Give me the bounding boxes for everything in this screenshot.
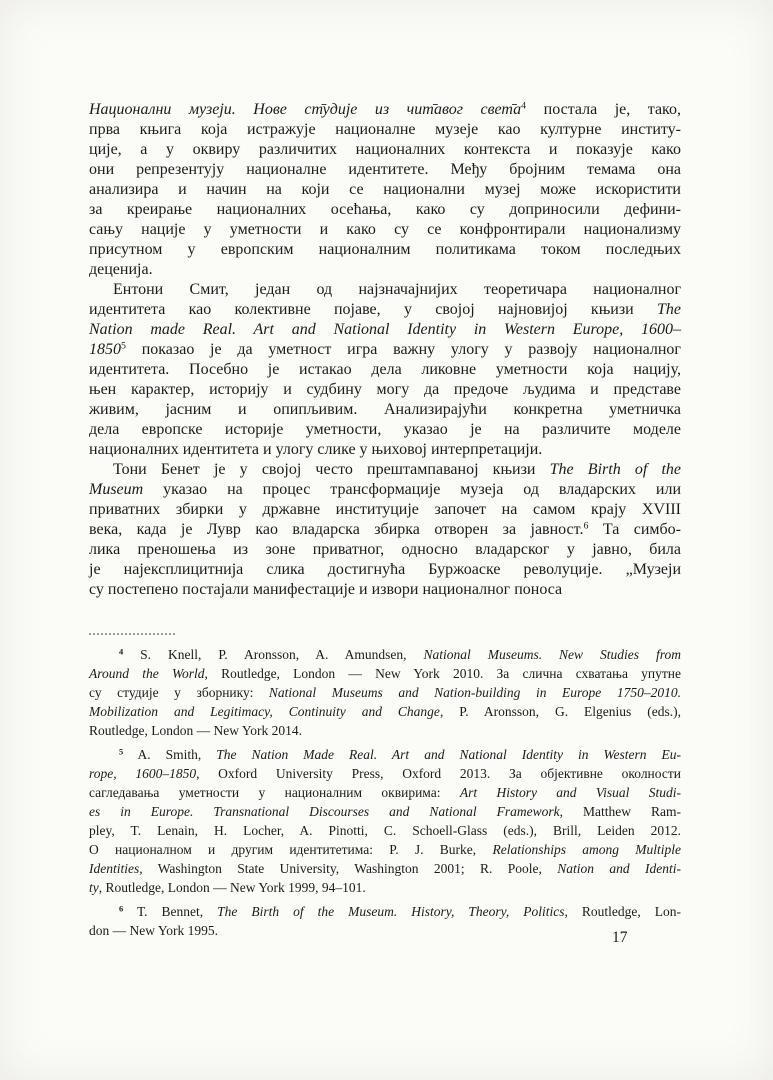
- page-number: 17: [612, 929, 628, 946]
- footnote-separator: [89, 633, 175, 635]
- text-line: идентитета. Посебно је истакао дела ликовне уметности која нацију,: [89, 361, 681, 378]
- footnote: [89, 902, 681, 940]
- footnotes: [89, 645, 681, 945]
- text-line: њен карактер, историју и судбину могу да предоче људима и представе: [89, 381, 681, 398]
- text-line: анализира и начин на који се национални музеј може искористити: [89, 181, 681, 198]
- text-line: don — New York 1995.: [89, 923, 219, 938]
- text-line: приватних збирки у државне институције започет на самом крају XVIII: [89, 501, 681, 518]
- text-line: Mobilization and Legitimacy, Continuity and Change, P. Aronsson, G. Elgenius (eds.),: [89, 704, 681, 719]
- text-line: присутном у европским националним политикама током последњих: [89, 241, 681, 258]
- text-line: Routledge, London — New York 2014.: [89, 723, 302, 738]
- text-line: ty, Routledge, London — New York 1999, 94–101.: [89, 880, 366, 895]
- text-line: века, када је Лувр као владарска збирка отворен за јавност.$^6$ Та симбо-: [89, 520, 681, 538]
- text-line: pley, T. Lenain, H. Locher, A. Pinotti, C. Schoell-Glass (eds.), Brill, Leiden 2012.: [89, 823, 681, 838]
- paragraph: [89, 280, 681, 460]
- text-line: ције, а у оквиру различитих националних контекста и показује како: [89, 141, 681, 158]
- text-line: Ентони Смит, један од најзначајнијих теоретичара националног: [113, 281, 681, 298]
- text-line: лика преношења из зоне приватног, односно владарског у јавно, била: [89, 541, 681, 558]
- text-line: сагледавања уметности у националним оквирима: Art History and Visual Studi-: [89, 785, 682, 800]
- text-line: 1850$^5$ показао је да уметност игра важну улогу у развоју националног: [89, 340, 681, 358]
- text-line: за креирање националних осећања, како су доприносили дефини-: [89, 201, 681, 218]
- text-line: идентитета као колективне појаве, у својој најновијој књизи The: [89, 301, 681, 318]
- text-line: Тони Бенет је у својој често прештампаваној књизи The Birth of the: [113, 461, 682, 478]
- text-line: живим, јасним и опипљивим. Анализирајући конкретна уметничка: [89, 401, 681, 418]
- text-line: Around the World, Routledge, London — New York 2010. За слична схватања упутне: [89, 666, 681, 681]
- text-line: es in Europe. Transnational Discourses and National Framework, Matthew Ram-: [89, 804, 681, 819]
- text-line: Национални музеји. Нове ст̄удије из чит̄авог $свет̄а^4$ постала је, тако,: [89, 100, 682, 118]
- text-line: су студије у зборнику: National Museums and Nation-building in Europe 1750–2010.: [89, 685, 682, 700]
- text-line: О националном и другим идентитетима: P. J. Burke, Relationships among Multiple: [89, 842, 681, 857]
- paragraph: [89, 100, 681, 280]
- text-line: rope, 1600–1850, Oxford University Press, Oxford 2013. За објективне околности: [89, 766, 681, 781]
- text-line: је најексплицитнија слика достигнућа Буржоаске револуције. „Музеји: [89, 561, 681, 578]
- text-line: националних идентитета и улогу слике у њиховој интерпретацији.: [89, 441, 543, 458]
- text-line: Nation made Real. Art and National Identity in Western Europe, 1600–: [89, 321, 681, 338]
- footnote: [89, 645, 681, 740]
- text-line: сању нације у уметности и како су се конфронтирали национализму: [89, 221, 681, 238]
- paragraph: [89, 460, 681, 600]
- text-line: $^4$ S. Knell, P. Aronsson, A. Amundsen, National Museums. New Studies from: [119, 647, 681, 662]
- text-line: $^6$ T. Bennet, The Birth of the Museum. History, Theory, Politics, Routledge, Lon-: [119, 904, 681, 919]
- text-line: су постепено постајали манифестације и извори националног поноса: [89, 581, 563, 598]
- text-line: деценија.: [89, 261, 153, 278]
- text-line: Museum указао на процес трансформације музеја од владарских или: [89, 481, 681, 498]
- footnote: [89, 745, 681, 897]
- text-line: дела европске историје уметности, указао је на различите моделе: [89, 421, 681, 438]
- text-line: они репрезентују националне идентитете. Међу бројним темама она: [89, 161, 681, 178]
- text-line: прва књига која истражује националне музеје као културне институ-: [89, 121, 681, 138]
- text-line: Identities, Washington State University, Washington 2001; R. Poole, Nation and Identi-: [89, 861, 681, 876]
- text-line: $^5$ A. Smith, The Nation Made Real. Art and National Identity in Western Eu-: [119, 747, 681, 762]
- main-text: [89, 100, 681, 600]
